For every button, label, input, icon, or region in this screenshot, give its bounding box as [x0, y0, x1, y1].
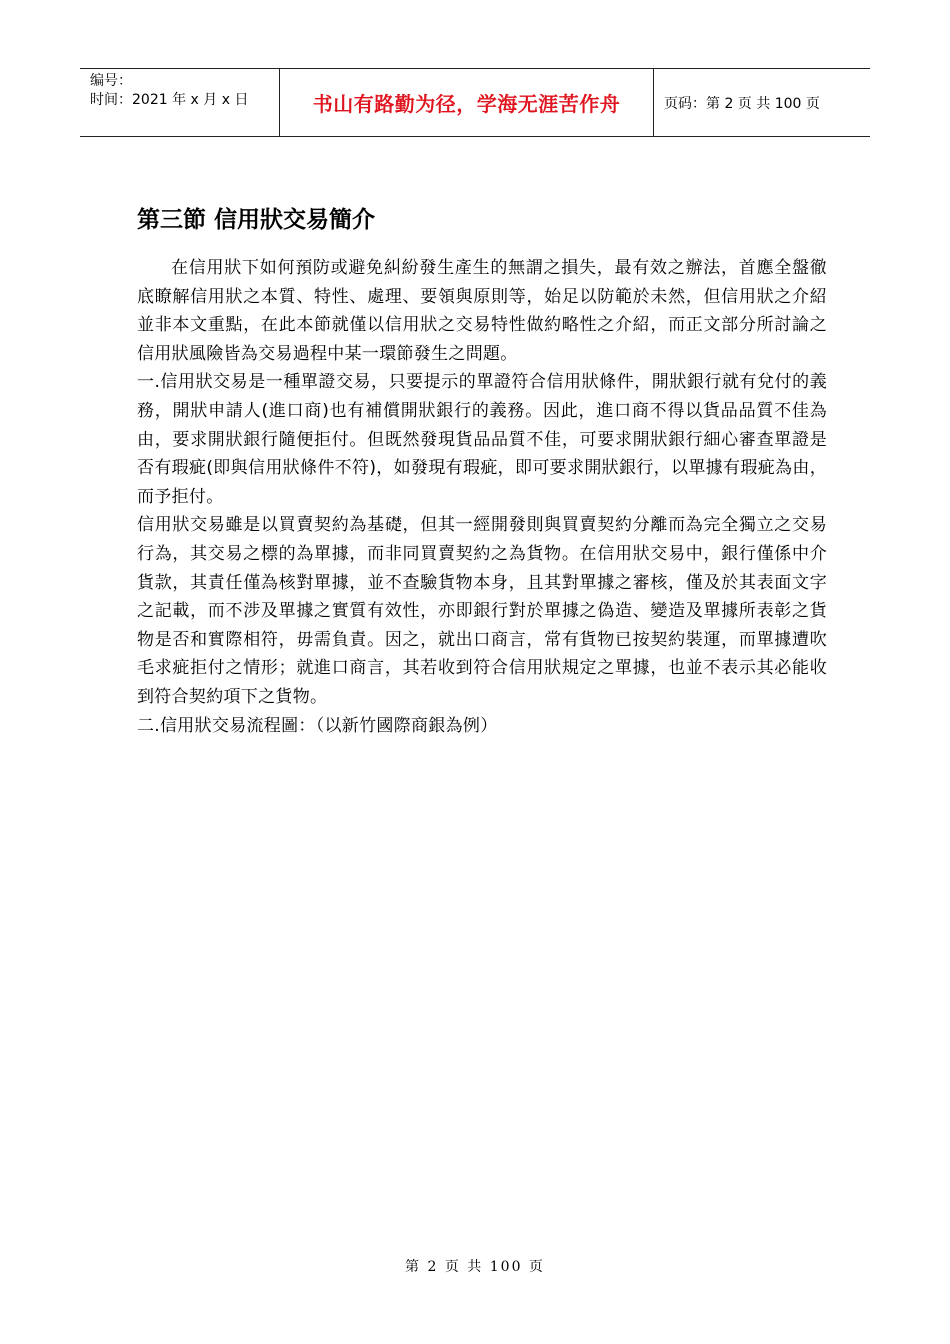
header-page-info: 页码：第 2 页 共 100 页	[664, 95, 820, 112]
document-number-label: 编号：	[90, 73, 132, 89]
document-date-label: 时间：2021 年 x 月 x 日	[90, 92, 249, 108]
header-meta	[80, 69, 280, 136]
page-footer: 第 2 页 共 100 页	[405, 1259, 545, 1275]
section-title: 第三節 信用狀交易簡介	[137, 207, 376, 233]
body-paragraph: 一.信用狀交易是一種單證交易，只要提示的單證符合信用狀條件，開狀銀行就有兌付的義務，開狀申請人(進口商)也有補償開狀銀行的義務。因此，進口商不得以貨品品質不佳為由，要求開狀銀行隨便拒付。但既然發現貨品品質不佳，可要求開狀銀行細心審查單證是否有瑕疵(即與信用狀條件不符)，如發現有瑕疵，即可要求開狀銀行，以單據有瑕疵為由，而予拒付。	[137, 372, 827, 507]
body-paragraph: 二.信用狀交易流程圖：（以新竹國際商銀為例）	[137, 715, 498, 736]
document-body	[137, 200, 827, 740]
body-paragraph: 信用狀交易雖是以買賣契約為基礎，但其一經開發則與買賣契約分離而為完全獨立之交易行為，其交易之標的為單據，而非同買賣契約之為貨物。在信用狀交易中，銀行僅係中介貨款，其責任僅為核對單據，並不查驗貨物本身，且其對單據之審核，僅及於其表面文字之記載，而不涉及單據之實質有效性，亦即銀行對於單據之偽造、變造及單據所表彰之貨物是否和實際相符，毋需負責。因之，就出口商言，常有貨物已按契約裝運，而單據遭吹毛求疵拒付之情形；就進口商言，其若收到符合信用狀規定之單據，也並不表示其必能收到符合契約項下之貨物。	[137, 515, 827, 707]
header-motto: 书山有路勤为径，学海无涯苦作舟	[280, 69, 654, 136]
body-paragraph: 在信用狀下如何預防或避免糾紛發生產生的無謂之損失，最有效之辦法，首應全盤徹底瞭解信用狀之本質、特性、處理、要領與原則等，始足以防範於未然，但信用狀之介紹並非本文重點，在此本節就僅以信用狀之交易特性做約略性之介紹，而正文部分所討論之信用狀風險皆為交易過程中某一環節發生之問題。	[137, 258, 827, 364]
page-header	[80, 68, 870, 137]
